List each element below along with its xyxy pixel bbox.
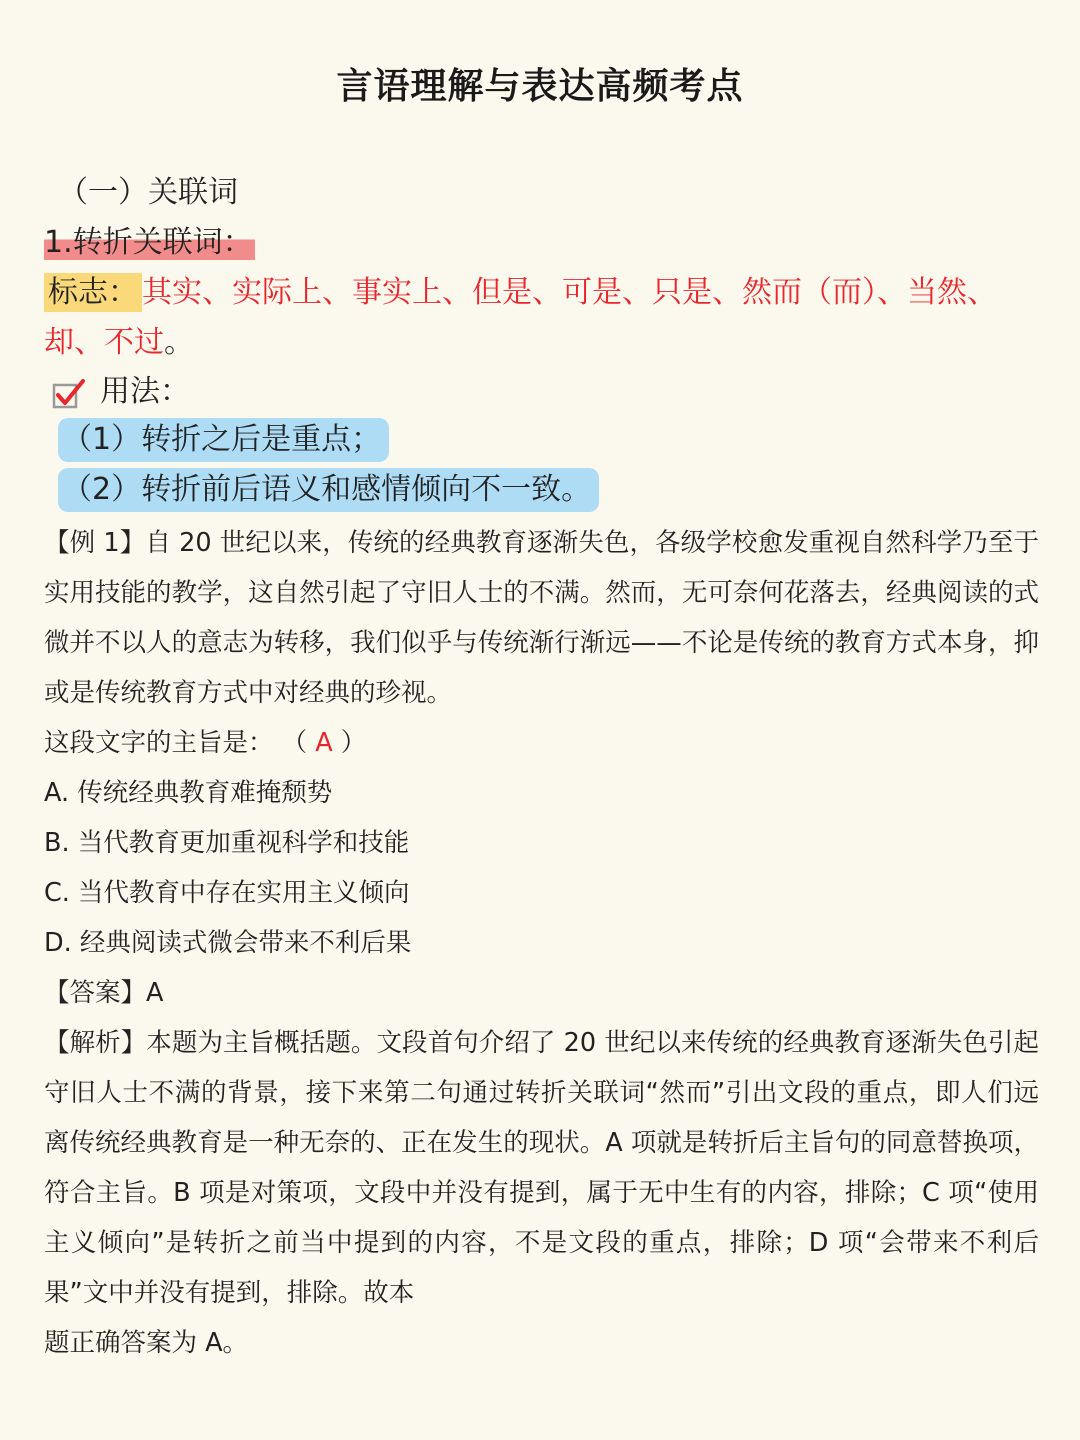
example-paragraph: 【例 1】自 20 世纪以来，传统的经典教育逐渐失色，各级学校愈发重视自然科学乃至于实用技能的教学，这自然引起了守旧人士的不满。然而，无可奈何花落去，经典阅读的式微并不以人的意志为转移，我们似乎与传统渐行渐远——不论是传统的教育方式本身，抑或是传统教育方式中对经典的珍视。	[44, 528, 1039, 708]
marker-end: 。	[164, 325, 194, 360]
usage-item-1: （1）转折之后是重点；	[58, 418, 389, 462]
option-d: D. 经典阅读式微会带来不利后果	[44, 928, 412, 958]
usage-label: 用法：	[100, 374, 190, 409]
option-a: A. 传统经典教育难掩颓势	[44, 778, 333, 808]
marker-words: 其实、实际上、事实上、但是、可是、只是、然而（而）、当然、却、不过	[44, 275, 997, 360]
option-b: B. 当代教育更加重视科学和技能	[44, 828, 410, 858]
usage-item-2: （2）转折前后语义和感情倾向不一致。	[58, 468, 599, 512]
subheading	[44, 218, 255, 268]
analysis-tail: 题正确答案为 A。	[44, 1328, 249, 1358]
section-heading: （一）关联词	[58, 175, 238, 210]
marker-label: 标志：	[44, 273, 142, 312]
question-prefix: 这段文字的主旨是： （	[44, 728, 316, 758]
usage-heading	[52, 367, 190, 417]
checkmark-icon	[52, 377, 82, 407]
answer-line: 【答案】A	[44, 978, 164, 1008]
question-suffix: ）	[332, 728, 367, 758]
option-c: C. 当代教育中存在实用主义倾向	[44, 878, 410, 908]
question-line	[44, 718, 366, 768]
analysis-paragraph: 【解析】本题为主旨概括题。文段首句介绍了 20 世纪以来传统的经典教育逐渐失色引起守旧人士不满的背景，接下来第二句通过转折关联词“然而”引出文段的重点，即人们远离传统经典教育是一种无奈的、正在发生的现状。A 项就是转折后主旨句的同意替换项，符合主旨。B 项是对策项，文段中并没有提到，属于无中生有的内容，排除；C 项“使用主义倾向”是转折之前当中提到的内容，不是文段的重点，排除；D 项“会带来不利后果”文中并没有提到，排除。故本	[44, 1028, 1039, 1308]
marker-line	[44, 268, 1044, 368]
question-answer-mark: A	[315, 728, 333, 758]
subheading-text: 1.转折关联词：	[44, 225, 253, 260]
page-title: 言语理解与表达高频考点	[336, 65, 744, 107]
